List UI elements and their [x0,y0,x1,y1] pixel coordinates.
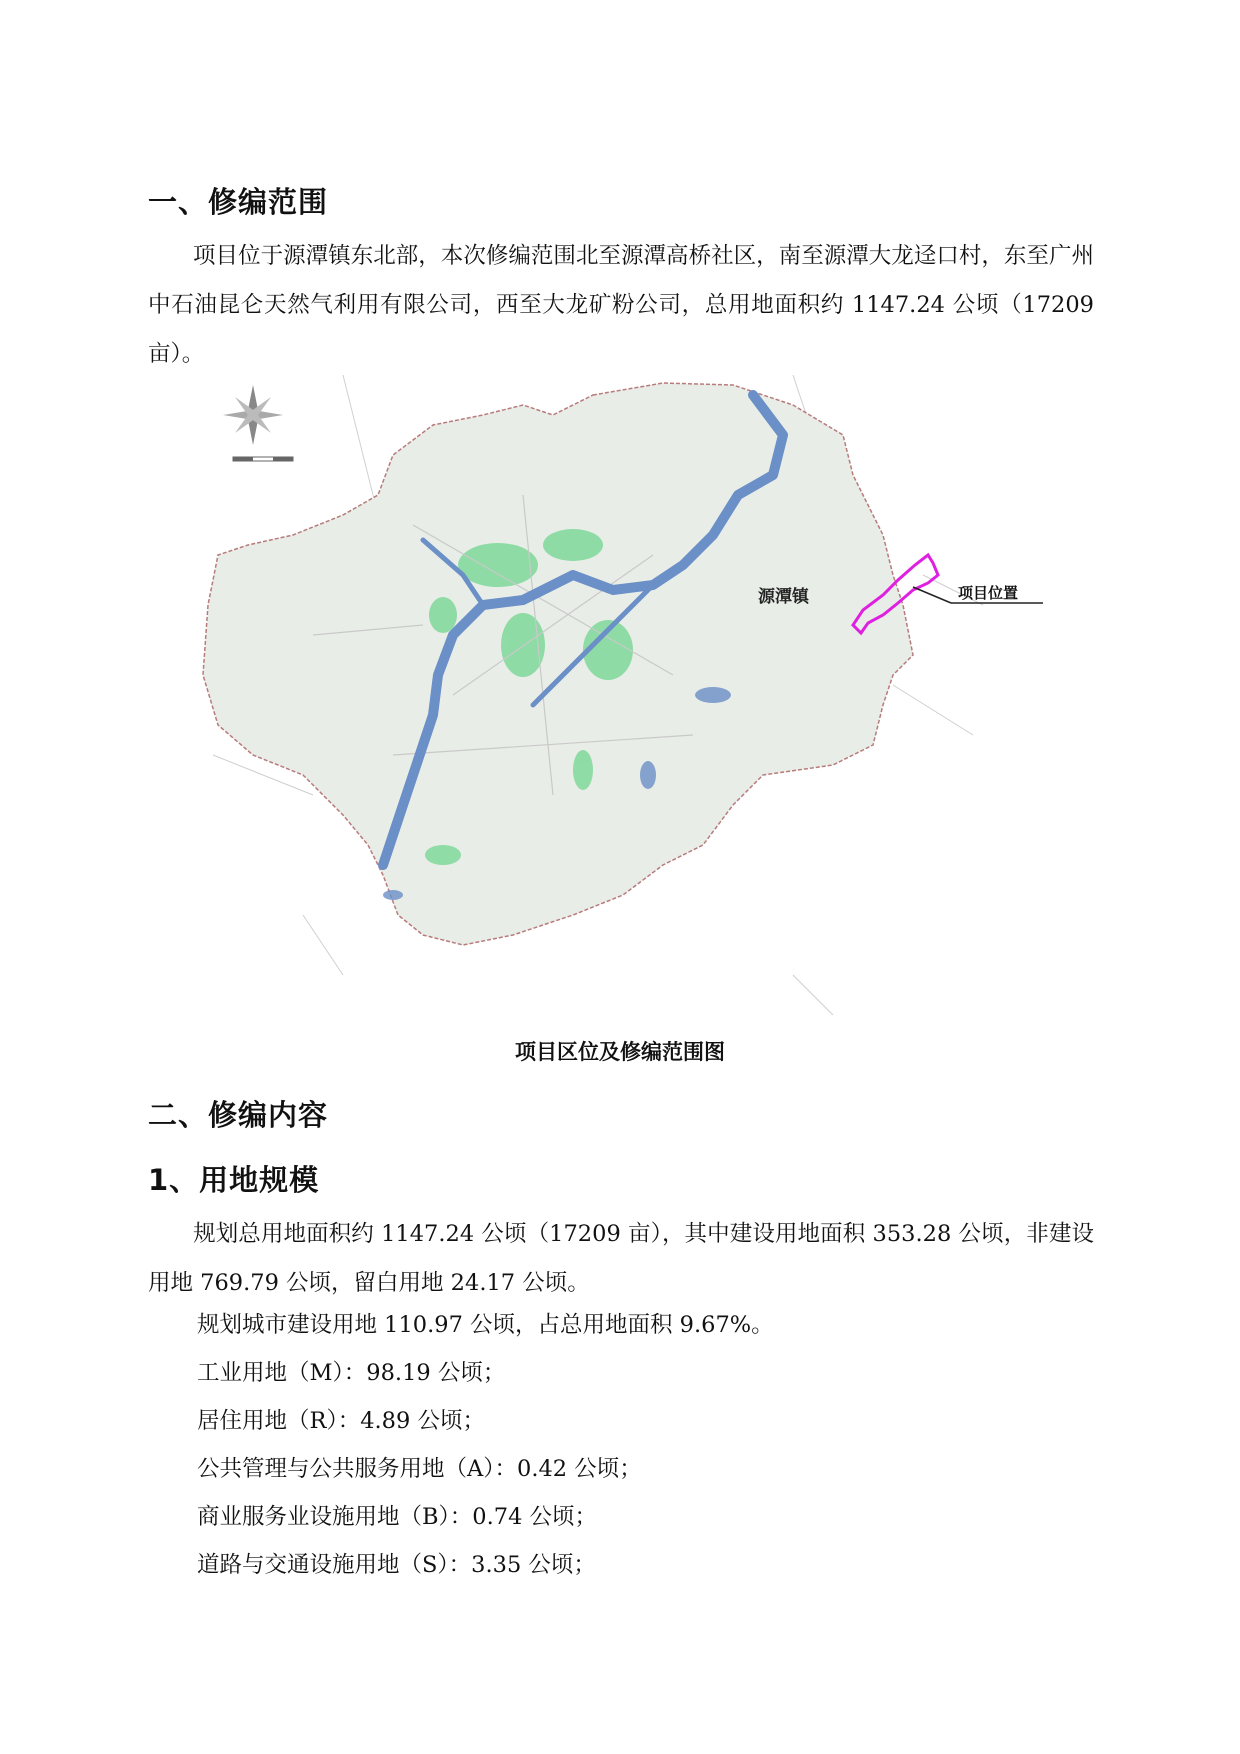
map-caption: 项目区位及修编范围图 [515,1040,725,1064]
location-map [193,375,1043,1015]
scale-bar-icon [233,457,293,461]
project-leader-line [913,587,951,603]
project-label: 项目位置 [958,584,1019,602]
section-2-heading: 二、修编内容 [148,1098,329,1132]
land-use-line: 商业服务业设施用地（B）：0.74 公顷； [197,1504,598,1530]
land-use-line: 道路与交通设施用地（S）：3.35 公顷； [197,1552,596,1578]
land-use-line: 规划城市建设用地 110.97 公顷，占总用地面积 9.67%。 [197,1312,774,1338]
town-label: 源潭镇 [758,587,809,607]
section-1-heading: 一、修编范围 [148,185,329,219]
compass-icon [223,385,283,445]
section-1-paragraph: 项目位于源潭镇东北部，本次修编范围北至源潭高桥社区，南至源潭大龙迳口村，东至广州中石油昆仑天然气利用有限公司，西至大龙矿粉公司，总用地面积约 1147.24 公顷（17209 亩）。 [148,243,1094,367]
land-use-line: 工业用地（M）：98.19 公顷； [197,1360,506,1386]
subsection-1-heading: 1、用地规模 [148,1163,320,1197]
subsection-1-paragraph: 规划总用地面积约 1147.24 公顷（17209 亩），其中建设用地面积 353.28 公顷，非建设用地 769.79 公顷，留白用地 24.17 公顷。 [148,1221,1094,1296]
region-boundary [203,383,913,945]
land-use-line: 公共管理与公共服务用地（A）：0.42 公顷； [197,1456,642,1482]
land-use-line: 居住用地（R）：4.89 公顷； [197,1408,485,1434]
